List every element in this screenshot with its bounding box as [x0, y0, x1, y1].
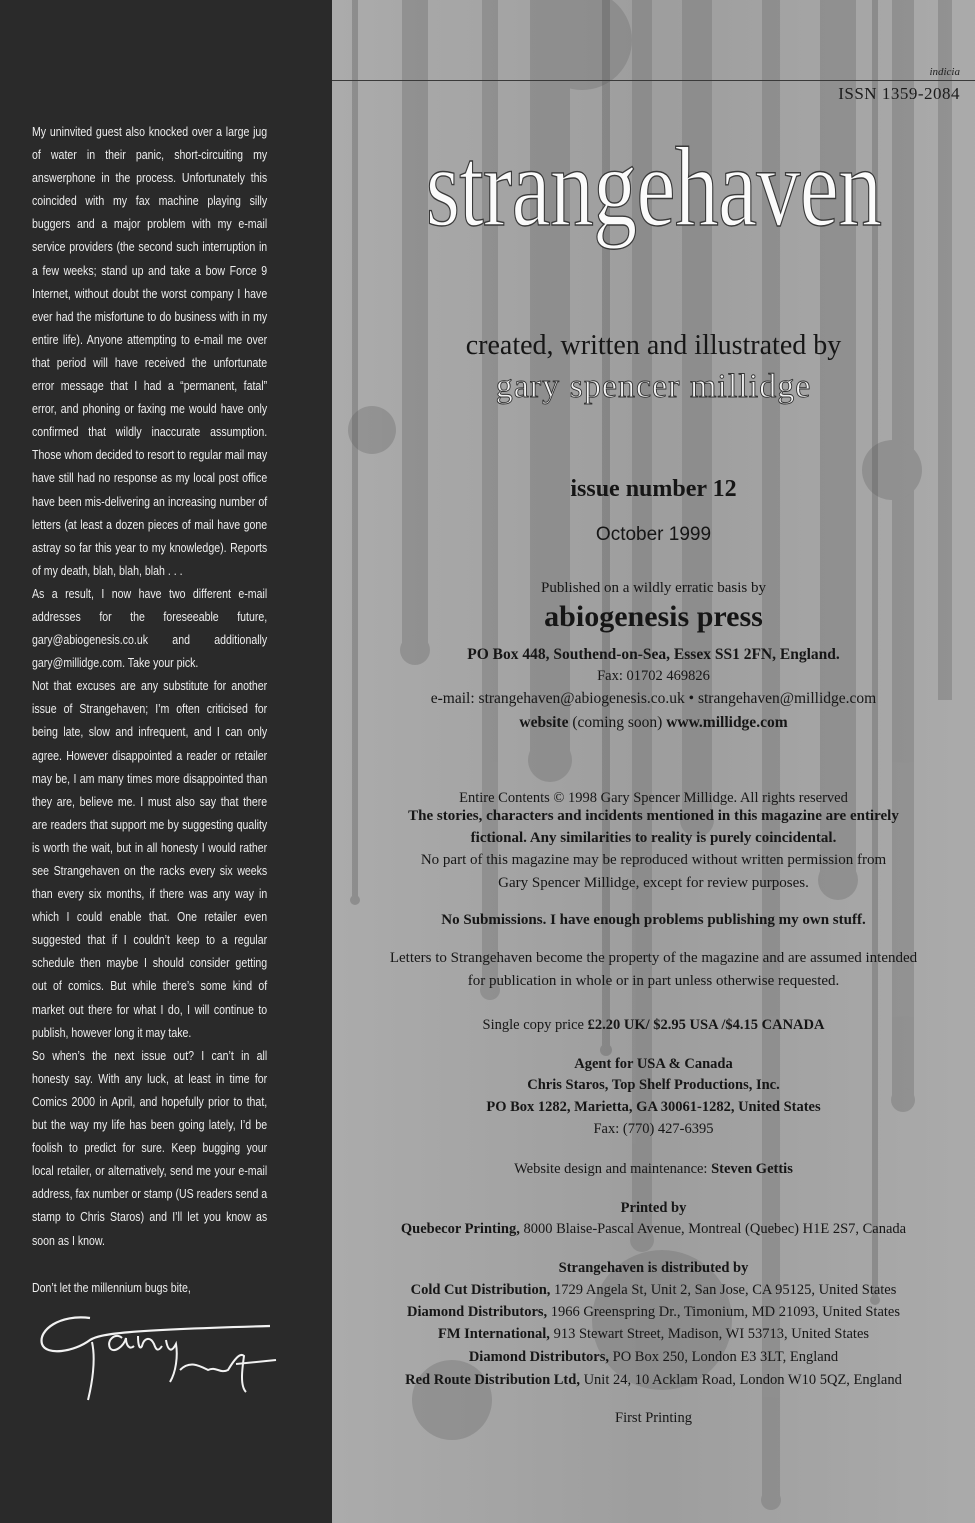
letter-column — [0, 0, 332, 1523]
letter-body — [32, 121, 267, 1300]
agent-heading: Agent for USA & Canada — [574, 1056, 733, 1072]
author-name: gary spencer millidge — [495, 368, 812, 405]
printer-details — [332, 1221, 975, 1238]
indicia-label: indicia — [929, 66, 960, 78]
distributor-name: Diamond Distributors, — [406, 1304, 548, 1320]
letter-closing: Don’t let the millennium bugs bite, — [32, 1280, 191, 1295]
distributor-name: Diamond Distributors, — [468, 1349, 609, 1365]
fiction-notice-line-2: fictional. Any similarities to reality is purely coincidental. — [470, 830, 837, 846]
distributor-item — [332, 1372, 975, 1389]
credit-line: created, written and illustrated by — [465, 330, 842, 361]
letters-notice-line-2: for publication in whole or in part unless otherwise requested. — [467, 973, 840, 989]
indicia-panel — [332, 0, 975, 1523]
publisher-email: e-mail: strangehaven@abiogenesis.co.uk • strangehaven@millidge.com — [430, 690, 877, 707]
distributor-address: PO Box 250, London E3 3LT, England — [612, 1349, 839, 1365]
publisher-fax: Fax: 01702 469826 — [597, 668, 710, 684]
website-note: (coming soon) — [572, 714, 663, 731]
issue-date: October 1999 — [595, 524, 712, 545]
price-values: £2.20 UK/ $2.95 USA /$4.15 CANADA — [587, 1017, 825, 1033]
letter-paragraph-3: Not that excuses are any substitute for another issue of Strangehaven; I’m often criticised for being late, slow and infrequent, and I can only agree. However disappointed a reader or retailer may be, I am many times more disappointed than they are, believe me. I must also say that there are readers that support me by suggesting quality is worth the wait, but in all honesty I would rather see Strangehaven on the racks every six weeks than every six months, if there was any way in which I could enable that. One retailer even suggested that if I couldn’t keep to a regular schedule then maybe I should consider getting out of comics. But while there’s some kind of market out there for what I do, I will continue to publish, however long it may take. — [32, 679, 268, 1040]
printing-edition: First Printing — [615, 1410, 692, 1426]
distributor-address: Unit 24, 10 Acklam Road, London W10 5QZ, England — [583, 1372, 902, 1388]
distribution-heading: Strangehaven is distributed by — [558, 1260, 749, 1276]
distributor-name: FM International, — [437, 1326, 550, 1342]
reproduction-notice-line-1: No part of this magazine may be reproduced without written permission from — [420, 852, 887, 868]
distributor-name: Red Route Distribution Ltd, — [405, 1372, 580, 1388]
distributor-address: 1729 Angela St, Unit 2, San Jose, CA 95125, United States — [554, 1282, 897, 1298]
publisher-website — [332, 714, 975, 732]
issn-number: ISSN 1359-2084 — [838, 84, 960, 103]
copyright-notice: Entire Contents © 1998 Gary Spencer Millidge. All rights reserved — [459, 790, 848, 806]
letter-paragraph-4: So when’s the next issue out? I can’t in all honesty say. With any luck, at least in time for Comics 2000 in April, and hopefully prior to that, but the way my life has been going lately, I’d be foolish to predict for sure. Keep bugging your local retailer, or alternatively, send me your e-mail address, fax number or stamp (US readers send a stamp to Chris Staros) and I’ll let you know as soon as I know. — [32, 1048, 268, 1248]
letters-notice-line-1: Letters to Strangehaven become the property of the magazine and are assumed intended — [389, 950, 918, 966]
header-rule — [332, 80, 975, 81]
agent-fax: Fax: (770) 427-6395 — [593, 1121, 714, 1137]
website-label: website — [519, 714, 569, 731]
distributor-address: 913 Stewart Street, Madison, WI 53713, United States — [553, 1326, 870, 1342]
letter-paragraph-1: My uninvited guest also knocked over a large jug of water in their panic, short-circuiting my answerphone in the process. Unfortunately this coincided with my fax machine playing silly buggers and a major problem with my e-mail service providers (the second such interruption in a few weeks; stand up and take a bow Force 9 Internet, without doubt the worst company I have ever had the misfortune to do business with in my entire life). Anyone attempting to e-mail me over that period will have received the unfortunate error message that I had a “permanent, fatal” error, and phoning or faxing me would have only confirmed that wildly inaccurate assumption. Those whom decided to resort to regular mail may have still had no response as my local post office have been mis-delivering an increasing number of letters (at least a dozen pieces of mail have gone astray so far this year to my knowledge). Reports of my death, blah, blah, blah . . . — [32, 125, 268, 578]
webdesign-name: Steven Gettis — [711, 1161, 793, 1177]
distributor-name: Cold Cut Distribution, — [410, 1282, 551, 1298]
cover-price — [332, 1017, 975, 1034]
website-url[interactable]: www.millidge.com — [666, 714, 788, 731]
signature-gary — [30, 1300, 300, 1410]
agent-name: Chris Staros, Top Shelf Productions, Inc. — [527, 1077, 780, 1093]
letter-paragraph-2: As a result, I now have two different e-mail addresses for the foreseeable future, gary@abiogenesis.co.uk and additionally gary@millidge.com. Take your pick. — [32, 586, 268, 671]
price-label: Single copy price — [482, 1017, 584, 1033]
publisher-name: abiogenesis press — [544, 600, 763, 633]
distributor-item — [332, 1304, 975, 1321]
distributor-item — [332, 1282, 975, 1299]
agent-address: PO Box 1282, Marietta, GA 30061-1282, United States — [486, 1099, 821, 1115]
printer-address: 8000 Blaise-Pascal Avenue, Montreal (Quebec) H1E 2S7, Canada — [523, 1221, 907, 1237]
issue-number: issue number 12 — [570, 476, 737, 502]
distributor-address: 1966 Greenspring Dr., Timonium, MD 21093, United States — [550, 1304, 901, 1320]
publisher-address: PO Box 448, Southend-on-Sea, Essex SS1 2FN, England. — [467, 646, 840, 663]
reproduction-notice-line-2: Gary Spencer Millidge, except for review purposes. — [498, 875, 809, 891]
printer-heading: Printed by — [620, 1200, 687, 1216]
published-intro: Published on a wildly erratic basis by — [541, 580, 766, 596]
printer-name: Quebecor Printing, — [400, 1221, 520, 1237]
distributor-item — [332, 1349, 975, 1366]
no-submissions-notice: No Submissions. I have enough problems publishing my own stuff. — [441, 912, 866, 928]
webdesign-label: Website design and maintenance: — [514, 1161, 708, 1177]
magazine-title: strangehaven — [425, 125, 882, 250]
distributor-item — [332, 1326, 975, 1343]
fiction-notice-line-1: The stories, characters and incidents mentioned in this magazine are entirely — [408, 808, 899, 824]
website-design-credit — [332, 1161, 975, 1178]
